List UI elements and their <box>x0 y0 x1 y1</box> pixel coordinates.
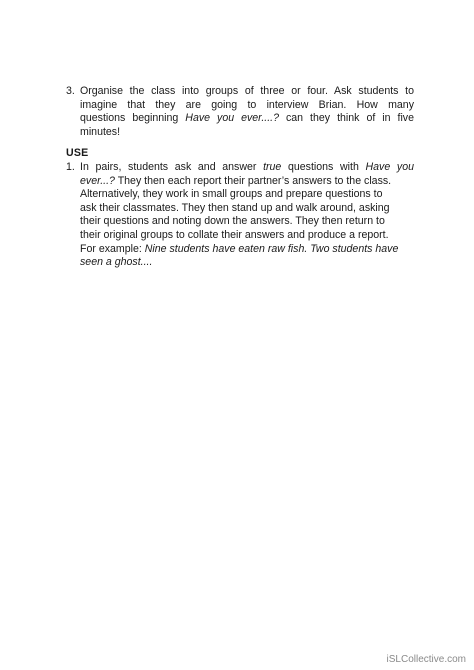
instruction-item-1 <box>66 161 414 270</box>
section-heading: USE <box>66 147 89 159</box>
item-number: 3. <box>66 85 75 97</box>
text-line: seen a ghost.... <box>80 256 153 269</box>
text-line: questions beginning Have you ever....? can they think of in five <box>80 112 415 125</box>
text-line: For example: Nine students have eaten raw fish. Two students have <box>80 242 399 255</box>
text-line: their original groups to collate their answers and produce a report. <box>80 228 389 241</box>
text-line: imagine that they are going to interview Brian. How many <box>80 98 414 111</box>
watermark-text: iSLCollective.com <box>386 654 466 665</box>
instruction-item-3 <box>66 85 414 139</box>
text-line: ever...? They then each report their partner’s answers to the class. <box>80 174 392 187</box>
text-line: minutes! <box>80 125 121 138</box>
text-line: Organise the class into groups of three or four. Ask students to <box>80 85 414 97</box>
italic-phrase: Have you ever....? <box>185 112 279 125</box>
text-line: In pairs, students ask and answer true questions with Have you <box>80 161 414 173</box>
text-line: ask their classmates. They then stand up and walk around, asking <box>80 201 390 214</box>
item-text <box>80 85 414 139</box>
item-text <box>80 161 414 270</box>
item-number: 1. <box>66 161 75 173</box>
text-line: their questions and noting down the answers. They then return to <box>80 215 385 228</box>
text-line: Alternatively, they work in small groups and prepare questions to <box>80 188 383 201</box>
